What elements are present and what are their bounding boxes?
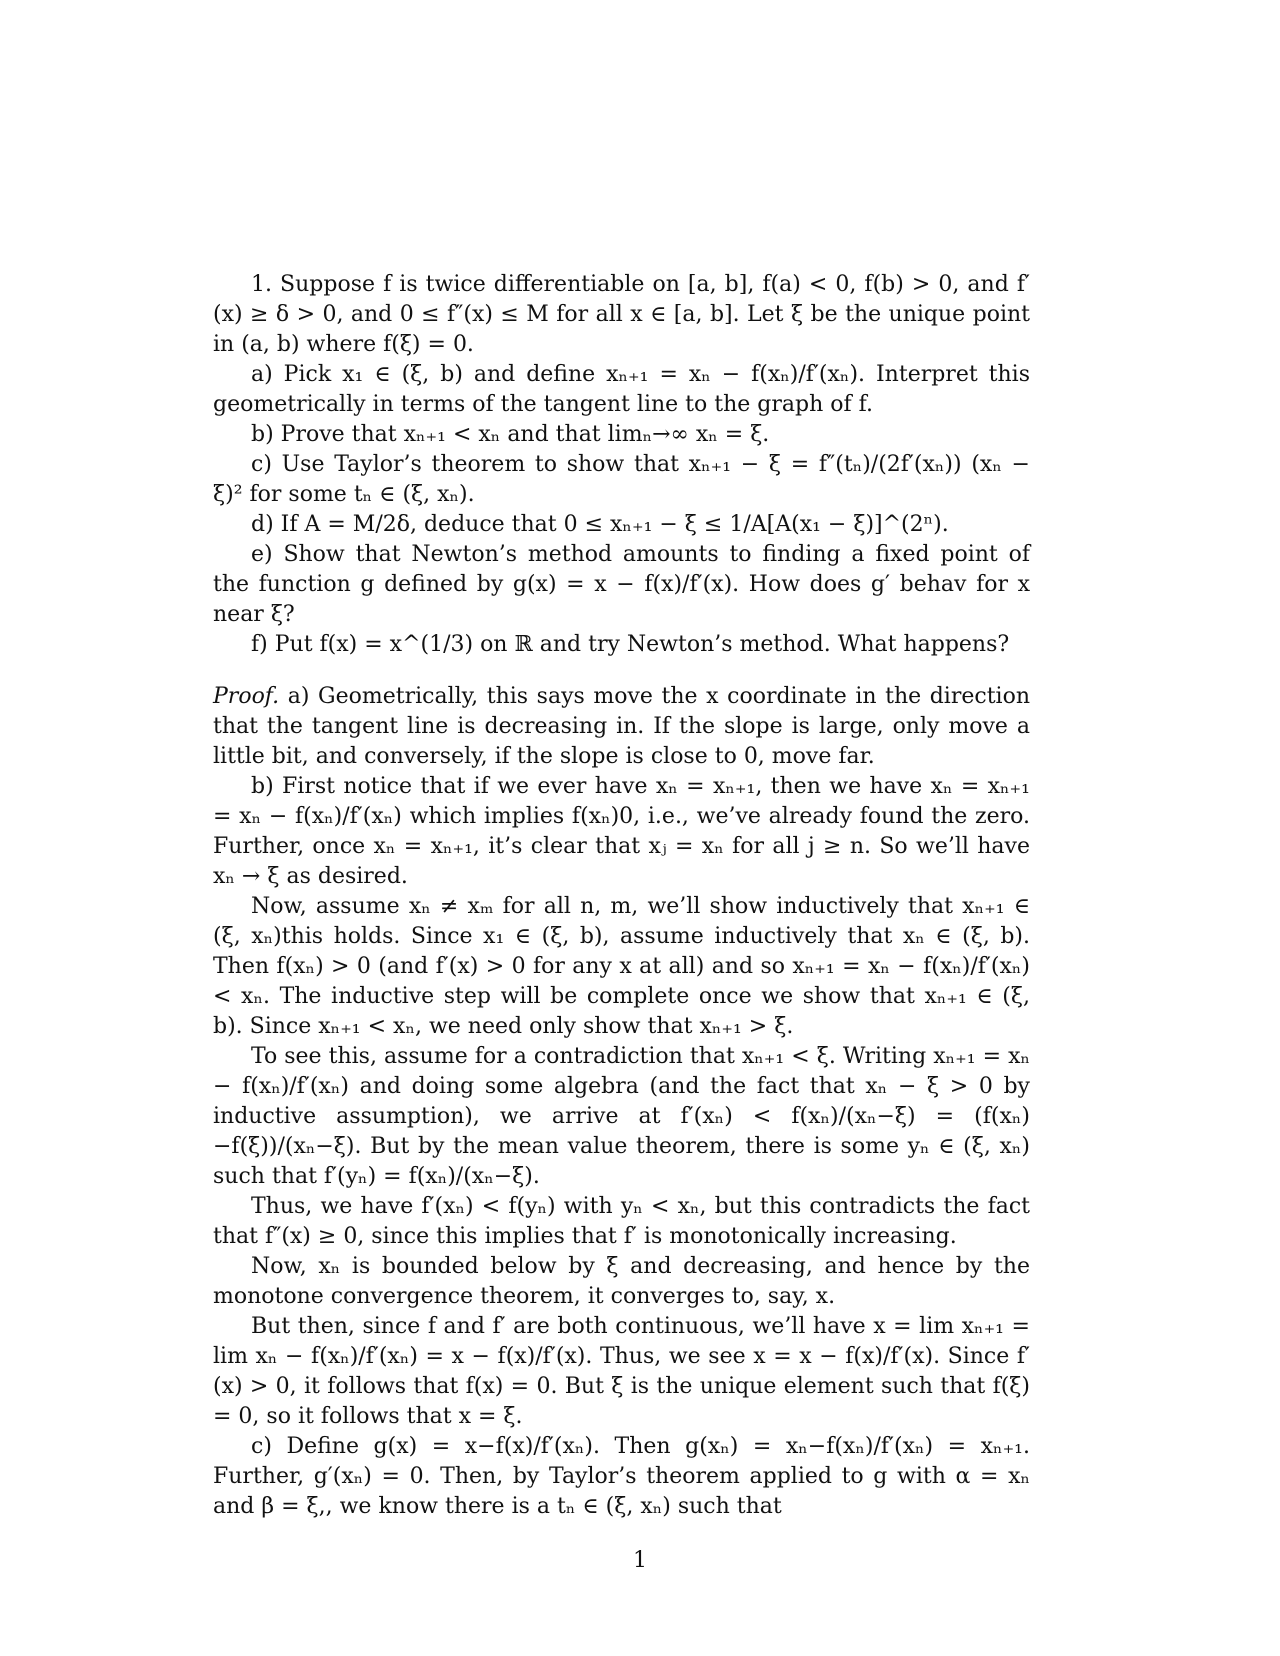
proof-paragraph-limit: But then, since f and f′ are both continuous, we’ll have x = lim xₙ₊₁ = lim xₙ − f(xₙ)/f′(xₙ) = x − f(x)/f′(x). Thus, we see x = x − f(x)/f′(x). Since f′(x) > 0, it follows that f(x) = 0. But ξ is the unique element such that f(ξ) = 0, so it follows that x = ξ.: [213, 1314, 1030, 1429]
proof-paragraph-induction: Now, assume xₙ ≠ xₘ for all n, m, we’ll show inductively that xₙ₊₁ ∈ (ξ, xₙ)this holds. Since x₁ ∈ (ξ, b), assume inductively that xₙ ∈ (ξ, b). Then f(xₙ) > 0 (and f′(x) > 0 for any x at all) and so xₙ₊₁ = xₙ − f(xₙ)/f′(xₙ) < xₙ. The inductive step will be complete once we show that xₙ₊₁ ∈ (ξ, b). Since xₙ₊₁ < xₙ, we need only show that xₙ₊₁ > ξ.: [213, 894, 1030, 1039]
proof-paragraph-bounded: Now, xₙ is bounded below by ξ and decreasing, and hence by the monotone convergence theorem, it converges to, say, x.: [213, 1254, 1030, 1309]
problem-part-d: d) If A = M/2δ, deduce that 0 ≤ xₙ₊₁ − ξ ≤ 1/A[A(x₁ − ξ)]^(2ⁿ).: [251, 512, 949, 537]
proof-paragraph-contradiction: To see this, assume for a contradiction that xₙ₊₁ < ξ. Writing xₙ₊₁ = xₙ − f(xₙ)/f′(xₙ) and doing some algebra (and the fact that xₙ − ξ > 0 by inductive assumption), we arrive at f′(xₙ) < f(xₙ)/(xₙ−ξ) = (f(xₙ)−f(ξ))/(xₙ−ξ). But by the mean value theorem, there is some yₙ ∈ (ξ, xₙ) such that f′(yₙ) = f(xₙ)/(xₙ−ξ).: [213, 1044, 1030, 1189]
problem-part-e: e) Show that Newton’s method amounts to finding a fixed point of the function g defined by g(x) = x − f(x)/f′(x). How does g′ behav for x near ξ?: [213, 542, 1030, 627]
problem-part-f: f) Put f(x) = x^(1/3) on ℝ and try Newton’s method. What happens?: [251, 632, 1010, 657]
problem-part-a: a) Pick x₁ ∈ (ξ, b) and define xₙ₊₁ = xₙ − f(xₙ)/f′(xₙ). Interpret this geometrically in terms of the tangent line to the graph of f.: [213, 362, 1030, 417]
proof-paragraph-a: [213, 682, 1030, 772]
proof-label: Proof.: [213, 684, 280, 709]
proof-paragraph-monotone: Thus, we have f′(xₙ) < f(yₙ) with yₙ < xₙ, but this contradicts the fact that f″(x) ≥ 0, since this implies that f′ is monotonically increasing.: [213, 1194, 1030, 1249]
proof-paragraph-b: b) First notice that if we ever have xₙ = xₙ₊₁, then we have xₙ = xₙ₊₁ = xₙ − f(xₙ)/f′(xₙ) which implies f(xₙ)0, i.e., we’ve already found the zero. Further, once xₙ = xₙ₊₁, it’s clear that xⱼ = xₙ for all j ≥ n. So we’ll have xₙ → ξ as desired.: [213, 774, 1030, 889]
problem-part-b: b) Prove that xₙ₊₁ < xₙ and that limₙ→∞ xₙ = ξ.: [251, 422, 770, 447]
problem-part-c: c) Use Taylor’s theorem to show that xₙ₊₁ − ξ = f″(tₙ)/(2f′(xₙ)) (xₙ − ξ)² for some tₙ ∈ (ξ, xₙ).: [213, 452, 1030, 507]
page-number: 1: [633, 1548, 647, 1573]
proof-paragraph-c: c) Define g(x) = x−f(x)/f′(xₙ). Then g(xₙ) = xₙ−f(xₙ)/f′(xₙ) = xₙ₊₁. Further, g′(xₙ) = 0. Then, by Taylor’s theorem applied to g with α = xₙ and β = ξ,, we know there is a tₙ ∈ (ξ, xₙ) such that: [213, 1434, 1030, 1519]
problem-intro: 1. Suppose f is twice differentiable on [a, b], f(a) < 0, f(b) > 0, and f′(x) ≥ δ > 0, and 0 ≤ f″(x) ≤ M for all x ∈ [a, b]. Let ξ be the unique point in (a, b) where f(ξ) = 0.: [213, 272, 1030, 357]
section-gap: [213, 660, 1030, 682]
proof-paragraph-a-text: a) Geometrically, this says move the x coordinate in the direction that the tangent line is decreasing in. If the slope is large, only move a little bit, and conversely, if the slope is close to 0, move far.: [213, 684, 1030, 769]
text-block: [213, 270, 1030, 1522]
